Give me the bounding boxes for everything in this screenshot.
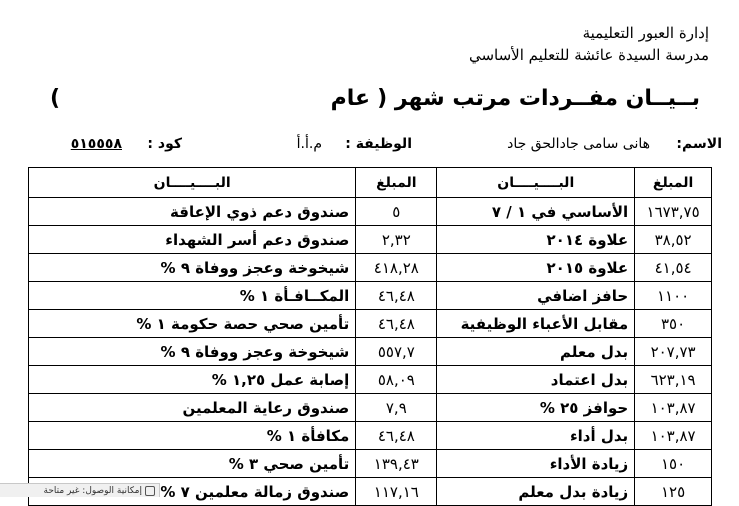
amount-cell-2: ١١٧,١٦ — [356, 478, 437, 506]
desc-cell-2: شيخوخة وعجز ووفاة ٩ % — [29, 338, 356, 366]
table-row — [29, 226, 712, 254]
amount-cell: ١٥٠ — [635, 450, 712, 478]
desc-cell: حافز اضافي — [437, 282, 635, 310]
desc-cell: بدل اعتماد — [437, 366, 635, 394]
table-row — [29, 254, 712, 282]
title-text: بــيــان مفــردات مرتب شهر ( — [377, 86, 700, 111]
header-desc: البــــيــــان — [437, 168, 635, 198]
employee-info — [40, 136, 722, 158]
desc-cell-2: صندوق زمالة معلمين ٧ % — [29, 478, 356, 506]
header-amount-2: المبلغ — [356, 168, 437, 198]
job-label: الوظيفة : — [345, 136, 412, 152]
amount-cell: ٢٠٧,٧٣ — [635, 338, 712, 366]
header-desc-2: البــــيــــان — [29, 168, 356, 198]
amount-cell-2: ٥ — [356, 198, 437, 226]
table-header-row — [29, 168, 712, 198]
desc-cell-2: صندوق رعاية المعلمين — [29, 394, 356, 422]
amount-cell: ٤١,٥٤ — [635, 254, 712, 282]
title-year-label: عام — [330, 86, 370, 111]
desc-cell: مقابل الأعباء الوظيفية — [437, 310, 635, 338]
title-close-paren: ) — [50, 86, 61, 111]
amount-cell-2: ١٣٩,٤٣ — [356, 450, 437, 478]
administration-name: إدارة العبور التعليمية — [582, 24, 709, 42]
amount-cell-2: ٥٥٧,٧ — [356, 338, 437, 366]
header-amount: المبلغ — [635, 168, 712, 198]
amount-cell: ٣٨,٥٢ — [635, 226, 712, 254]
table-row — [29, 366, 712, 394]
desc-cell-2: المكــافـأة ١ % — [29, 282, 356, 310]
table-body — [29, 198, 712, 506]
desc-cell-2: صندوق دعم ذوي الإعاقة — [29, 198, 356, 226]
amount-cell-2: ٤٦,٤٨ — [356, 422, 437, 450]
amount-cell-2: ٤١٨,٢٨ — [356, 254, 437, 282]
desc-cell: زيادة بدل معلم — [437, 478, 635, 506]
amount-cell: ١٦٧٣,٧٥ — [635, 198, 712, 226]
desc-cell-2: مكافأة ١ % — [29, 422, 356, 450]
desc-cell-2: إصابة عمل ١,٢٥ % — [29, 366, 356, 394]
code-label: كود : — [147, 136, 182, 152]
name-value: هانى سامى جادالحق جاد — [507, 136, 650, 152]
desc-cell-2: صندوق دعم أسر الشهداء — [29, 226, 356, 254]
desc-cell: علاوة ٢٠١٤ — [437, 226, 635, 254]
amount-cell: ١٠٣,٨٧ — [635, 394, 712, 422]
desc-cell: حوافز ٢٥ % — [437, 394, 635, 422]
code-value: ٥١٥٥٥٨ — [70, 136, 122, 152]
desc-cell-2: تأمين صحي ٣ % — [29, 450, 356, 478]
amount-cell: ١١٠٠ — [635, 282, 712, 310]
desc-cell: بدل معلم — [437, 338, 635, 366]
amount-cell-2: ٢,٣٢ — [356, 226, 437, 254]
desc-cell: زيادة الأداء — [437, 450, 635, 478]
amount-cell: ١٢٥ — [635, 478, 712, 506]
desc-cell: بدل أداء — [437, 422, 635, 450]
amount-cell-2: ٤٦,٤٨ — [356, 282, 437, 310]
desc-cell-2: شيخوخة وعجز ووفاة ٩ % — [29, 254, 356, 282]
table-row — [29, 282, 712, 310]
name-label: الاسم: — [676, 136, 722, 152]
table-row — [29, 394, 712, 422]
accessibility-status: إمكانية الوصول: غير متاحة — [43, 486, 142, 496]
amount-cell: ٦٢٣,١٩ — [635, 366, 712, 394]
job-value: م.أ.أ — [296, 136, 322, 152]
desc-cell: علاوة ٢٠١٥ — [437, 254, 635, 282]
table-row — [29, 422, 712, 450]
amount-cell-2: ٤٦,٤٨ — [356, 310, 437, 338]
amount-cell-2: ٧,٩ — [356, 394, 437, 422]
amount-cell: ٣٥٠ — [635, 310, 712, 338]
amount-cell-2: ٥٨,٠٩ — [356, 366, 437, 394]
table-row — [29, 310, 712, 338]
salary-table — [28, 167, 712, 506]
status-bar — [0, 483, 160, 497]
amount-cell: ١٠٣,٨٧ — [635, 422, 712, 450]
desc-cell-2: تأمين صحي حصة حكومة ١ % — [29, 310, 356, 338]
table-row — [29, 450, 712, 478]
desc-cell: الأساسي في ١ / ٧ — [437, 198, 635, 226]
school-name: مدرسة السيدة عائشة للتعليم الأساسي — [468, 46, 709, 64]
table-row — [29, 338, 712, 366]
accessibility-icon — [145, 486, 155, 496]
table-row — [29, 198, 712, 226]
